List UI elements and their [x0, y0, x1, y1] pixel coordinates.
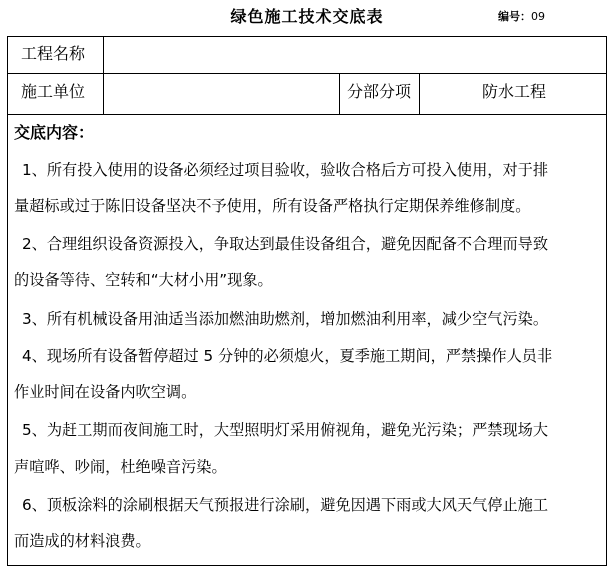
serial-label: 编号： — [498, 10, 531, 23]
construction-unit-label: 施工单位 — [21, 82, 86, 101]
content-line: 声喧哗、吵闹，杜绝噪音污染。 — [14, 458, 227, 476]
column-divider — [103, 37, 104, 114]
content-line: 1、所有投入使用的设备必须经过项目验收，验收合格后方可投入使用，对于排 — [22, 161, 549, 179]
content-line: 6、顶板涂料的涂刷根据天气预报进行涂刷，避免因遇下雨或大风天气停止施工 — [22, 496, 549, 514]
content-heading: 交底内容： — [14, 123, 95, 142]
content-line: 5、为赶工期而夜间施工时，大型照明灯采用俯视角，避免光污染；严禁现场大 — [22, 421, 549, 439]
subdivision-label: 分部分项 — [347, 82, 412, 101]
column-divider — [339, 74, 340, 114]
serial-number — [498, 8, 545, 24]
content-line: 4、现场所有设备暂停超过 5 分钟的必须熄火，夏季施工期间，严禁操作人员非 — [22, 347, 553, 365]
content-line: 而造成的材料浪费。 — [14, 532, 151, 550]
content-line: 3、所有机械设备用油适当添加燃油助燃剂，增加燃油利用率，减少空气污染。 — [22, 310, 549, 328]
content-line: 的设备等待、空转和“大材小用”现象。 — [14, 271, 273, 289]
content-line: 2、合理组织设备资源投入，争取达到最佳设备组合，避免因配备不合理而导致 — [22, 235, 549, 253]
content-line: 量超标或过于陈旧设备坚决不予使用，所有设备严格执行定期保养维修制度。 — [14, 197, 531, 215]
content-line: 作业时间在设备内吹空调。 — [14, 383, 197, 401]
serial-value: 09 — [531, 10, 545, 23]
disclosure-table — [7, 36, 607, 566]
subdivision-value: 防水工程 — [481, 82, 546, 101]
row-divider — [8, 114, 606, 115]
project-name-label: 工程名称 — [21, 44, 86, 63]
row-divider — [8, 73, 606, 74]
document-title: 绿色施工技术交底表 — [230, 7, 384, 26]
